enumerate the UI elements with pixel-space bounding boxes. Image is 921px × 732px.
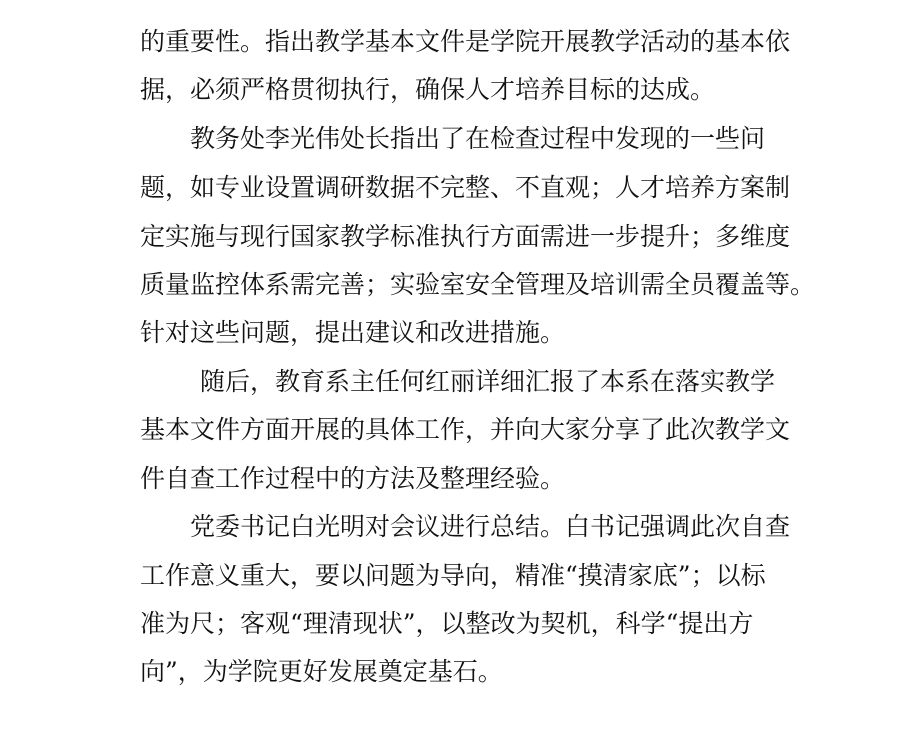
text-line: 题，如专业设置调研数据不完整、不直观；人才培养方案制	[140, 173, 791, 202]
paragraph-start-line: 教务处李光伟处长指出了在检查过程中发现的一些问	[190, 124, 766, 153]
text-line: 质量监控体系需完善；实验室安全管理及培训需全员覆盖等。	[140, 270, 816, 299]
text-line: 准为尺；客观“理清现状”，以整改为契机，科学“提出方	[140, 609, 754, 638]
paragraph-start-line: 党委书记白光明对会议进行总结。白书记强调此次自查	[190, 512, 791, 541]
text-line: 向”，为学院更好发展奠定基石。	[140, 657, 503, 686]
text-line: 件自查工作过程中的方法及整理经验。	[140, 464, 566, 493]
text-line: 据，必须严格贯彻执行，确保人才培养目标的达成。	[140, 75, 716, 104]
paragraph-start-line: 随后，教育系主任何红丽详细汇报了本系在落实教学	[200, 367, 776, 396]
text-line: 的重要性。指出教学基本文件是学院开展教学活动的基本依	[140, 27, 791, 56]
text-line: 针对这些问题，提出建议和改进措施。	[140, 318, 566, 347]
text-line: 定实施与现行国家教学标准执行方面需进一步提升；多维度	[140, 222, 791, 251]
text-line: 基本文件方面开展的具体工作，并向大家分享了此次教学文	[140, 415, 791, 444]
text-line: 工作意义重大，要以问题为导向，精准“摸清家底”；以标	[140, 561, 766, 590]
